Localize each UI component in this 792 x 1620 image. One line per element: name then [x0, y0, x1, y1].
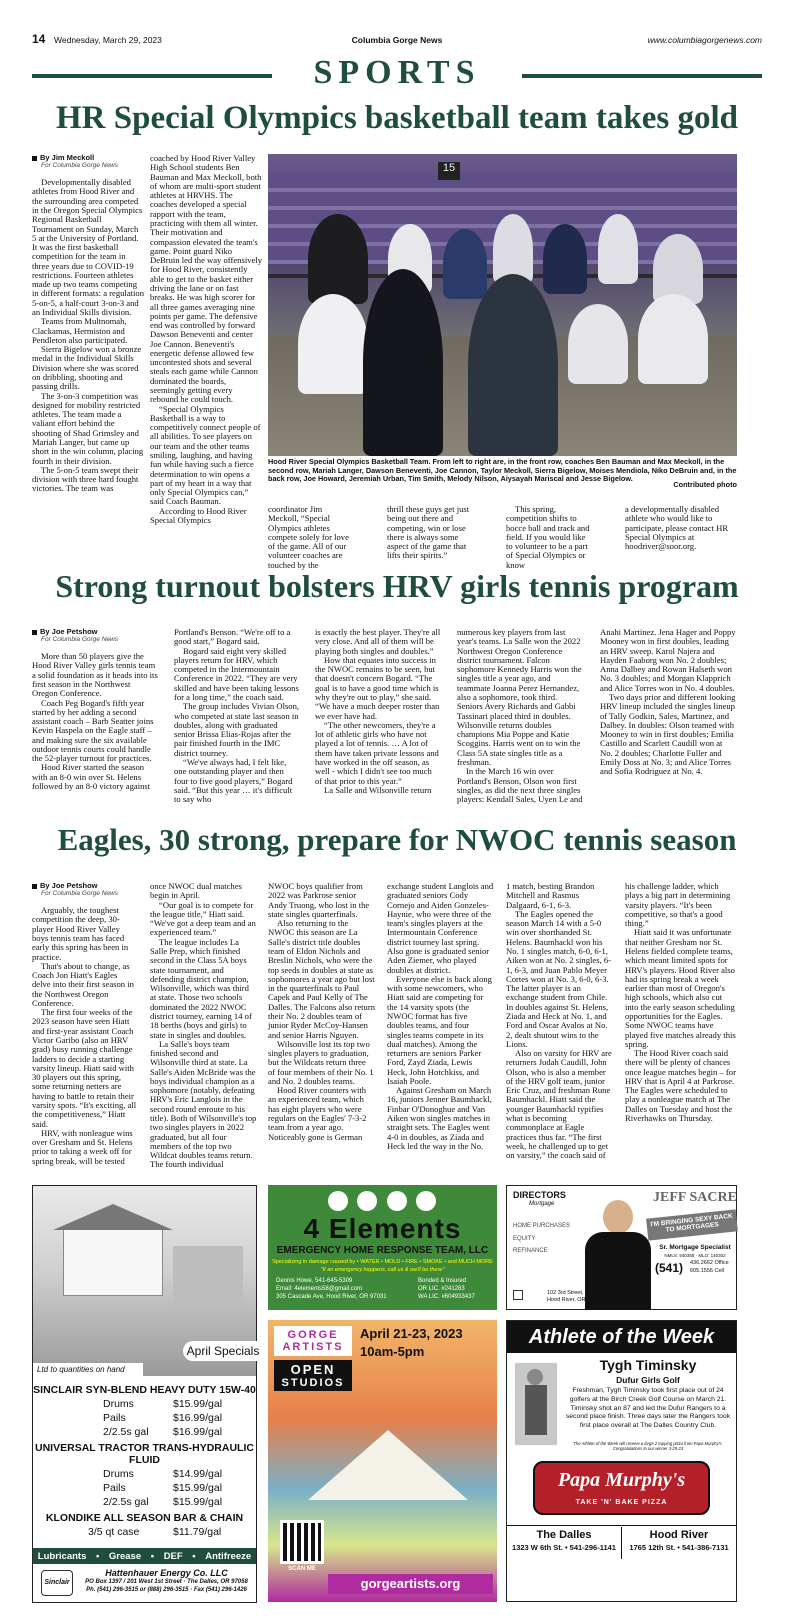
brand-sub: TAKE 'N' BAKE PIZZA — [575, 1499, 668, 1506]
price: $15.99/gal — [173, 1482, 223, 1494]
coach — [363, 269, 443, 456]
page-number: 14 — [32, 32, 46, 46]
separator: • — [150, 1550, 155, 1562]
paragraph: coordinator Jim Meckoll, “Special Olympics athletes compete solely for love of the game. All of our volunteer coaches are touched by the — [268, 504, 349, 570]
agent-name: JEFF SACRE — [653, 1190, 737, 1205]
paper-name: Columbia Gorge News — [351, 35, 443, 45]
story3-column-6 — [625, 882, 737, 1182]
paragraph: The Eagles opened the season March 14 with a 5-0 win over shorthanded St. Helens. Baumhackl won his No. 1 singles match, 6-0, 6-1, Aiken won at No. 2 singles, 6-1, 6-3, and Juan Pablo Meyer Cortes won at No. 3, 6-0, 6-3. The latter player is an exchange student from Chile. In doubles against St. Helens, Ziada and Heck at No. 1, and Ford and Oscar Avalos at No. 2, dealt shutout wins to the Lions. — [506, 908, 612, 1049]
paragraph: Coach Peg Bogard's fifth year started by her adding a second assistant coach – Barb Seatter joins Kevin Haspela on the Eagle staff – and making sure the six available outdoor tennis courts could handle the 52-player turnout for practices. — [32, 697, 154, 764]
section-rule-right — [522, 74, 762, 78]
papa-murphys-logo — [533, 1461, 710, 1515]
price: $11.79/gal — [173, 1526, 222, 1538]
page-header — [32, 32, 762, 48]
contact-line: 305 Cascade Ave, Hood River, OR 97031 — [276, 1294, 387, 1301]
service: REFINANCE — [513, 1248, 548, 1255]
title-line: ARTISTS — [282, 1341, 344, 1353]
company-phone: Ph. (541) 296-3515 or (888) 296-3515 · Fax (541) 296-1426 — [86, 1586, 247, 1593]
paragraph: is exactly the best player. They're all very close. And all of them will be playing both singles and doubles.” — [315, 627, 441, 656]
face — [603, 1200, 633, 1234]
jersey-number: 15 — [438, 162, 460, 180]
person — [308, 214, 368, 304]
wave-icon — [328, 1191, 348, 1211]
story1-column-1 — [32, 154, 144, 528]
sinclair-logo: Sinclair — [41, 1570, 73, 1596]
story1-byline — [32, 154, 144, 169]
directors-logo: DIRECTORS — [513, 1190, 566, 1200]
story1-column-4 — [387, 504, 471, 561]
paragraph: Two days prior and different looking HRV lineup included the singles lineup of Tally Godkin, Sales, Martinez, and Dalbey. In doubles: Olson teamed with Mooney to win in first doubles; Emilia Castillo and Scarlett Caudill won at No. 2 doubles; Charlotte Fuller and Emily Doss at No. 3; and Alice Torres and Sofia Rodriguez at No. 4. — [600, 691, 736, 777]
paragraph: Everyone else is back along with some newcomers, who Hiatt said are competing for the 14 varsity spots (the NWOC format has five doubles teams, and four singles teams compete in its dual matches). Among the returners are seniors Parker Ford, Zayd Ziada, Lewis Heck, John Hotchkiss, and Isaiah Poole. — [387, 973, 492, 1086]
price: $14.99/gal — [173, 1468, 223, 1480]
photo-credit: Contributed photo — [673, 480, 737, 489]
story2-column-2 — [174, 628, 300, 808]
price-row — [33, 1426, 256, 1438]
4elements-title: 4 Elements — [303, 1213, 462, 1244]
athlete-body — [525, 1385, 547, 1435]
paragraph: “We've always had, I felt like, one outstanding player and then four to five good players,” Bogard said. “But this year … it's difficult to say who — [174, 756, 293, 805]
story1-author: By Jim Meckoll — [40, 153, 95, 162]
brand-name: Papa Murphy's — [557, 1469, 686, 1491]
event-hours: 10am-5pm — [360, 1344, 425, 1359]
paragraph: Portland's Benson. “We're off to a good start,” Bogard said. — [174, 627, 291, 647]
paragraph: How that equates into success in the NWOC remains to be seen, but that doesn't concern Bogard. “The goal is to have a good time which is why they're out to play,” she said. “We have a much deeper roster than we ever have had. — [315, 654, 440, 721]
story2-byline-org: For Columbia Gorge News — [41, 636, 118, 644]
paragraph: In the March 16 win over Portland's Benson, Olson won first singles, as did the next three singles players: Kendall Sales, Uyen Le and — [457, 766, 583, 805]
directors-logo-sub: Mortgage — [529, 1201, 555, 1207]
price-row — [33, 1496, 256, 1508]
category: Lubricants — [37, 1550, 87, 1562]
paragraph: Against Gresham on March 16, juniors Jenner Baumhackl, Finbar O'Donoghue and Van Aiken won singles matches in straight sets. The Eagles went 4-0 in doubles, as Ziada and Heck led the way in the No. — [387, 1085, 492, 1151]
phone-cell: 605.1556 Cell — [690, 1267, 724, 1274]
4elements-subtitle: EMERGENCY HOME RESPONSE TEAM, LLC — [276, 1245, 489, 1256]
paragraph: Hiatt said it was unfortunate that neither Gresham nor St. Helens fielded complete teams, which meant limited spots for HRV's players. Hood River also had its spring break a week earlier than most of Oregon's high schools, which also cut into the early season scheduling opportunities for the Eagles. Some NWOC teams have played five matches already this spring. — [625, 927, 736, 1049]
mountain-shape — [308, 1430, 468, 1500]
paragraph: “The other newcomers, they're a lot of athletic girls who have not played a lot of tennis. … A lot of them have taken private lessons and have worked in the off season, as well - which I didn't see too much of that prior to this year.” — [315, 719, 439, 786]
athlete-title: Athlete of the Week — [507, 1321, 736, 1353]
athlete-photo — [515, 1363, 557, 1445]
contact-line: Email: 4elements58@gmail.com — [276, 1286, 363, 1293]
paragraph: Bogard said eight very skilled players return for HRV, which competed in the Intermountain Conference in 2022. “They are very skilled and have been taking lessons for a long time,” the coach said. — [174, 645, 299, 702]
address-line: 102 3rd Street, — [547, 1290, 584, 1296]
unit: Drums — [103, 1468, 134, 1480]
photo-caption: Hood River Special Olympics Basketball Team. From left to right are, in the front row, coaches Ben Bauman and Max Meckoll, in the second row, Mariah Langer, Dawson Beneventi, Joe Cannon, Taylor Meckoll, Sierra Bigelow, Moises Mendiola, Niko DeBruin and, in the back row, Joe Howard, Jeremiah Urban, Tim Smith, Melody Nilson, Aiysayah Mariscal and Jesse Bigelow. — [268, 457, 737, 484]
phone-numbers — [690, 1260, 729, 1275]
paragraph: coached by Hood River Valley High School students Ben Bauman and Max Meckoll, both of whom are multi-sport student athletes at HRVHS. The coaches developed a special rapport with the team, practicing with them all winter. Their motivation and compassion elevated the team's game. Point guard Niko DeBruin led the way offensively for Hood River, consistently able to get to the basket either driving the lane or on fast breaks. He was high scorer for all three games averaging nine points per game. The defensive end was controlled by forward Dawson Beneventi and center Joe Cannon. Beneventi's energetic defense allowed few uncontested shots and several steals each game while Cannon dominated the boards, seemingly getting every rebound he could touch. — [150, 153, 263, 405]
company-address: PO Box 1397 / 201 West 1st Street · The Dalles, OR 97058 — [85, 1579, 248, 1586]
paragraph: thrill these guys get just being out there and competing, win or lose there is always some aspect of the game that lifts their spirits.” — [387, 504, 470, 561]
category: Grease — [108, 1550, 142, 1562]
story1-column-5 — [506, 504, 590, 570]
title-line: OPEN — [290, 1362, 336, 1377]
product-name: KLONDIKE ALL SEASON BAR & CHAIN — [45, 1512, 244, 1524]
paragraph: Anahi Martinez. Jena Hager and Poppy Mooney won in first doubles, leading an HRV sweep. Karol Najera and Hayden Faaborg won No. 2 doubles; Anna Dalbey and Rowan Halseth won No. 3 doubles; and Morgan Klapprich and Alice Torres won in No. 4 doubles. — [600, 627, 736, 693]
story1-column-3 — [268, 504, 352, 570]
element-icons — [328, 1191, 436, 1213]
contact-line: Dennis Howe, 541-645-5309 — [276, 1278, 353, 1284]
specials-label: April Specials — [183, 1341, 263, 1361]
unit: 3/5 qt case — [88, 1526, 140, 1538]
price-row — [33, 1482, 256, 1494]
paragraph: Wilsonville lost its top two singles players to graduation, but the Wildcats return three of four members of their No. 1 and No. 2 doubles teams. — [268, 1038, 374, 1086]
website-url[interactable]: www.columbiagorgenews.com — [647, 35, 762, 45]
story3-byline — [32, 882, 137, 897]
story3-column-5 — [506, 882, 613, 1182]
paragraph: That's about to change, as Coach Jon Hiatt's Eagles delve into their first season in the Northwest Oregon Conference. — [32, 960, 134, 1008]
title-line: GORGE — [287, 1329, 339, 1341]
company-name: Hattenhauer Energy Co. LLC — [105, 1568, 228, 1578]
person — [543, 224, 587, 294]
title-line: STUDIOS — [281, 1377, 345, 1389]
agent-role: Sr. Mortgage Specialist — [659, 1244, 731, 1251]
story2-column-5 — [600, 628, 737, 808]
story3-column-3 — [268, 882, 375, 1182]
price: $15.99/gal — [173, 1398, 223, 1410]
paragraph: numerous key players from last year's teams. La Salle won the 2022 Northwest Oregon Conference district tournament. Falcon sophomore Kennedy Harris won the singles title a year ago, and teammate Joanna Perez Hernandez, also a sophomore, took third. Seniors Avery Richards and Gabbi Tassinari placed third in doubles. Wilsonville returns doubles champions Mia Poppe and Katie Scoggins. Harris went on to win the Class 5A state singles title as a freshman. — [457, 627, 582, 767]
4elements-contact — [276, 1277, 406, 1301]
event-dates: April 21-23, 2023 — [360, 1326, 463, 1341]
product-list — [33, 1384, 256, 1538]
paragraph: “Our goal is to compete for the league title,” Hiatt said. “We've got a deep team and an experienced team.” — [150, 899, 256, 938]
person — [443, 229, 487, 299]
story1-column-2 — [150, 154, 262, 528]
paragraph: The league includes La Salle Prep, which finished second in the Class 5A boys state tournament, and defending district champion, Wilsonville, which was third at state. Those two schools dominated the 2022 NWOC district tourney, earning 14 of 18 berths (boys and girls) to state in singles and doubles. — [150, 936, 252, 1040]
unit: 2/2.5s gal — [103, 1426, 149, 1438]
paragraph: Also returning to the NWOC this season are La Salle's district title doubles team of Eldon Nichols and Breslin Nichols, who were the top seeds in doubles at state as sophomores a year ago but lost in the quarterfinals to Paul Capek and Paul Kelly of The Dalles. The Falcons also return their No. 2 doubles team of junior Ryder McCoy-Hansen and senior Harris Nguyen. — [268, 918, 375, 1040]
team-photo — [268, 154, 737, 456]
paragraph: “Special Olympics Basketball is a way to competitively connect people of all abilities. To see players on our team and the other teams smiling, laughing, and having fun while having such a fierce determination to win opens a part of my heart in a way that only Special Olympics can,” said Coach Bauman. — [150, 403, 261, 507]
services-list — [513, 1220, 570, 1258]
unit: 2/2.5s gal — [103, 1496, 149, 1508]
service: HOME PURCHASES — [513, 1223, 571, 1229]
paragraph: The 3-on-3 competition was designed for mobility restricted athletes. The team made a valiant effort behind the shooting of Shad Grimsley and Mariah Langer, but came up short in the win column, placing fourth in their division. — [32, 390, 144, 466]
location-city: The Dalles — [536, 1529, 592, 1541]
story3-column-4 — [387, 882, 494, 1182]
license-line: WA LIC. #604933437 — [418, 1294, 475, 1301]
story2-byline — [32, 628, 158, 643]
story2-column-4 — [457, 628, 583, 808]
category: DEF — [163, 1550, 183, 1562]
paragraph: Developmentally disabled athletes from Hood River and the surrounding area competed in the Oregon Special Olympics Regional Basketball Tournament on Sunday, March 5 at the University of Portland. It was the first basketball competition for the team in three years due to COVID-19 restrictions. Fourteen athletes made up two teams competing in different formats: a regulation 5-on-5, a half-court 3-on-3 and an Individual Skills division. — [32, 177, 144, 318]
equal-housing-icon — [513, 1290, 523, 1300]
tree-icon — [387, 1191, 407, 1211]
athlete-fineprint: The Athlete of the Week will receive a large 2 topping pizza from Papa Murphy's. Congratulations to our winner 3-29-23 — [573, 1441, 723, 1451]
paragraph: NWOC boys qualifier from 2022 was Parkrose senior Andy Truong, who lost in the state singles quarterfinals. — [268, 881, 370, 919]
athlete-head — [527, 1369, 543, 1385]
story3-byline-org: For Columbia Gorge News — [41, 890, 118, 898]
athlete-name: Tygh Timinsky — [599, 1357, 697, 1373]
phone-office: 436.2662 Office — [690, 1260, 729, 1266]
product-name: UNIVERSAL TRACTOR TRANS-HYDRAULIC FLUID — [35, 1442, 254, 1466]
story3-column-1 — [32, 882, 137, 1182]
paragraph: According to Hood River Special Olympics — [150, 505, 247, 525]
roof-shape — [53, 1204, 173, 1230]
office-address — [547, 1290, 602, 1304]
person — [568, 304, 628, 384]
ad-farmhouse-image — [33, 1186, 260, 1376]
separator: • — [192, 1550, 196, 1562]
4elements-license — [418, 1277, 493, 1301]
paragraph: once NWOC dual matches begin in April. — [150, 881, 242, 901]
coach — [468, 274, 558, 456]
person — [638, 294, 708, 384]
license-line: Bonded & Insured — [418, 1278, 467, 1284]
person — [298, 294, 368, 394]
mountain-icon — [416, 1191, 436, 1211]
paragraph: Arguably, the toughest competition the deep, 30-player Hood River Valley boys tennis team has faced early this spring has been in practice. — [32, 905, 129, 962]
story2-column-1 — [32, 628, 158, 808]
gorge-url[interactable]: gorgeartists.org — [328, 1574, 493, 1594]
athlete-sport: Dufur Girls Golf — [616, 1375, 680, 1385]
divider — [507, 1525, 736, 1526]
story2-column-3 — [315, 628, 441, 808]
paragraph: Teams from Multnomah, Clackamas, Hermiston and Pendleton also participated. — [32, 316, 128, 345]
qr-label: SCAN ME — [288, 1566, 316, 1572]
section-title: SPORTS — [313, 54, 481, 91]
hattenhauer-ad[interactable] — [32, 1185, 260, 1603]
story1-headline: HR Special Olympics basketball team takes gold — [55, 100, 739, 136]
flame-icon — [357, 1191, 377, 1211]
story2-author: By Joe Petshow — [40, 627, 98, 636]
unit: Drums — [103, 1398, 134, 1410]
location-address: 1323 W 6th St. • 541-296-1141 — [512, 1543, 616, 1552]
location-city: Hood River — [649, 1529, 709, 1541]
section-header — [32, 54, 762, 98]
company-info — [79, 1568, 254, 1594]
unit: Pails — [103, 1412, 126, 1424]
paragraph: Also on varsity for HRV are returners Judah Caudill, John Olson, who is also a member of the HRV golf team, junior Eric Cruz, and freshman Rune Baumhackl. Hiatt said the younger Baumhackl typifies what is becoming commonplace at Eagle practices thus far. “The first week, he challenged up to get on varsity,” the coach said of — [506, 1048, 612, 1161]
price-row — [33, 1412, 256, 1424]
story1-column-6 — [625, 505, 737, 555]
story3-author: By Joe Petshow — [40, 881, 98, 890]
price-row — [33, 1398, 256, 1410]
story3-headline: Eagles, 30 strong, prepare for NWOC tennis season — [57, 822, 737, 857]
banner: I'M BRINGING SEXY BACK TO MORTGAGES — [646, 1209, 738, 1240]
price: $15.99/gal — [173, 1496, 223, 1508]
paragraph: HRV, with nonleague wins over Gresham and St. Helens prior to taking a week off for spring break, will be tested — [32, 1127, 133, 1166]
story1-byline-org: For Columbia Gorge News — [41, 162, 118, 170]
open-studios-title-dark — [274, 1360, 352, 1391]
price: $16.99/gal — [173, 1412, 223, 1424]
category: Antifreeze — [205, 1550, 252, 1562]
area-code: (541) — [655, 1261, 684, 1275]
paragraph: The group includes Vivian Olson, who competed at state last season in doubles, along with graduated senior Brissa Elias-Rojas after the pair finished fourth in the IMC district tourney. — [174, 701, 300, 758]
address-line: Hood River, OR 97031 — [547, 1297, 603, 1304]
house-shape — [63, 1226, 163, 1296]
gorge-artists-ad[interactable] — [268, 1320, 497, 1602]
issue-date: Wednesday, March 29, 2023 — [54, 35, 162, 45]
paragraph: The 5-on-5 team swept their division with three hard fought victories. The team was — [32, 464, 139, 494]
location-address: 1765 12th St. • 541-386-7131 — [629, 1543, 729, 1552]
athlete-blurb: Freshman, Tygh Timinsky took first place out of 24 golfers at the Birch Creek Golf Course on March 21. Timinsky shot an 87 and led the Dufur Rangers to a second place finish. Three days later the Rangers took first place overall at The Dalles Country Club. — [565, 1387, 731, 1430]
license-line: OR LIC. #241283 — [418, 1286, 465, 1293]
paragraph: exchange student Langlois and graduated seniors Cody Cornejo and Aiden Gonzeles-Haynie, who were three of the team's singles players at the Intermountain Conference district tourney last spring. Also gone is graduated senior Aden Ziemer, who played doubles at district. — [387, 881, 494, 975]
unit: Pails — [103, 1482, 126, 1494]
separator: • — [95, 1550, 100, 1562]
product-name: SINCLAIR SYN-BLEND HEAVY DUTY 15W-40 — [33, 1384, 256, 1396]
paragraph: The first four weeks of the 2023 season have seen Hiatt and first-year assistant Coach Victor Garibo (also an HRV grad) busy running challenge ladders to decide a starting varsity lineup. Hiatt said with 30 players out this spring, some returning netters are having to battle to retain their varsity spots. “It's exciting, all the competitiveness,” Hiatt said. — [32, 1007, 137, 1129]
paragraph: a developmentally disabled athlete who would like to participate, please contact HR Special Olympics at hoodriver@soor.org. — [625, 504, 729, 552]
4elements-tagline: Specializing in damage caused by • WATER • MOLD • FIRE • SMOKE • and MUCH MORE — [272, 1259, 493, 1265]
paragraph: 1 match, besting Brandon Mitchell and Rasmus Dalgaard, 6-1, 6-3. — [506, 881, 595, 910]
location-the-dalles — [507, 1529, 621, 1552]
location-hood-river — [622, 1529, 736, 1552]
category-bar — [33, 1548, 256, 1564]
4elements-ad[interactable] — [268, 1185, 497, 1310]
paragraph: The Hood River coach said there will be plenty of chances once league matches begin – for HRV that is April 4 at Parkrose. The Eagles were scheduled to play a nonleague match at The Dalles on Tuesday and host the Riverhawks on Thursday. — [625, 1048, 736, 1124]
price-row — [33, 1468, 256, 1480]
price-row — [33, 1526, 256, 1538]
paragraph: his challenge ladder, which plays a big part in determining varsity players. “It's been competitive, so that's a good thing.” — [625, 881, 731, 929]
paragraph: Hood River started the season with an 8-0 win over St. Helens followed by an 8-0 victory against — [32, 762, 151, 792]
paragraph: Sierra Bigelow won a bronze medal in the Individual Skills Division where she was scored on dribbling, shooting and passing drills. — [32, 344, 142, 392]
paragraph: La Salle's boys team finished second and Wilsonville third at state. La Salle's Aiden McBride was the boys individual champion as a sophomore (notably, defeating HRV's Eric Langlois in the second round enroute to his title). Both of Wilsonville's top two singles players in 2022 graduated, but all four members of the top two Wildcat doubles teams return. The fourth individual — [150, 1038, 257, 1170]
open-studios-title — [274, 1326, 352, 1356]
limit-note: Ltd to quantities on hand — [33, 1363, 143, 1376]
qr-code[interactable] — [280, 1520, 324, 1564]
paragraph: This spring, competition shifts to bocce ball and track and field. If you would like to volunteer to be a part of Special Olympics or know — [506, 504, 590, 570]
price: $16.99/gal — [173, 1426, 223, 1438]
story3-column-2 — [150, 882, 257, 1182]
4elements-quote: "If an emergency happens, call us & we'll be there" — [320, 1267, 445, 1273]
qr-pattern — [283, 1523, 321, 1561]
agent-nmls: NMLS: 540358 · MLO: 140302 — [664, 1253, 726, 1258]
mortgage-ad[interactable] — [506, 1185, 737, 1310]
person — [598, 214, 638, 284]
paragraph: More than 50 players give the Hood River Valley girls tennis team a solid foundation as it heads into its first season in the Northwest Oregon Conference. — [32, 651, 158, 699]
service: EQUITY — [513, 1235, 536, 1242]
story2-headline: Strong turnout bolsters HRV girls tennis program — [55, 568, 739, 604]
athlete-of-week-ad — [506, 1320, 737, 1602]
paragraph: Hood River counters with an experienced team, which has eight players who were regulars on the Eagles' 7-3-2 team from a year ago. Noticeably gone is German — [268, 1085, 367, 1142]
barn-shape — [173, 1246, 243, 1306]
paragraph: La Salle and Wilsonville return — [324, 784, 432, 795]
